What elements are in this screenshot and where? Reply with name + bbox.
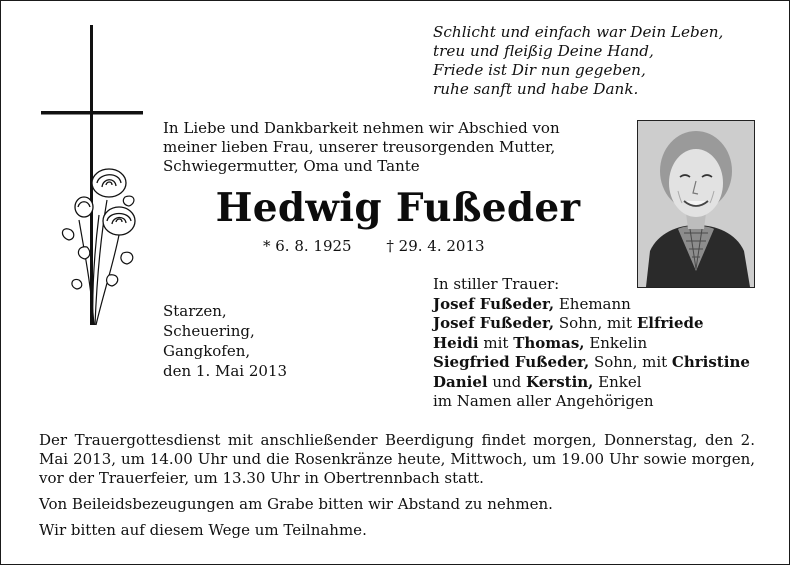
funeral-details <box>39 431 755 547</box>
cross-with-roses-icon <box>39 25 149 335</box>
poem-line: Schlicht und einfach war Dein Leben, <box>433 23 724 41</box>
participation-note: Wir bitten auf diesem Wege um Teilnahme. <box>39 521 367 539</box>
mourners-list <box>433 275 750 412</box>
place-line: Starzen, <box>163 302 227 320</box>
mourner-line <box>433 373 750 393</box>
condolence-note: Von Beileidsbezeugungen am Grabe bitten wir Abstand zu nehmen. <box>39 495 553 513</box>
mourner-name: Christine <box>671 353 750 371</box>
birth-date: * 6. 8. 1925 <box>263 237 352 255</box>
life-dates <box>263 237 485 255</box>
deceased-name: Hedwig Fußeder <box>215 185 581 231</box>
service-info: Der Trauergottesdienst mit anschließender Beerdigung findet morgen, Donnerstag, den 2. Mai 2013, um 14.00 Uhr und die Rosenkränze heute, Mittwoch, um 19.00 Uhr sowie morgen, vor der Trauerfeier, um 13.30 Uhr in Obertrennbach statt. <box>39 431 755 487</box>
mourner-name: Heidi <box>433 333 479 352</box>
death-date: † 29. 4. 2013 <box>386 237 485 255</box>
intro-line: In Liebe und Dankbarkeit nehmen wir Abschied von <box>163 119 560 137</box>
place-and-date <box>163 301 287 381</box>
mourner-relation: Enkelin <box>584 333 648 352</box>
mourner-relation: mit <box>478 333 514 352</box>
portrait-photo <box>637 120 755 288</box>
portrait-image <box>638 121 754 287</box>
mourner-relation: Sohn, mit <box>554 314 637 332</box>
mourner-name: Daniel <box>433 372 488 391</box>
mourner-name: Josef Fußeder, <box>433 314 555 332</box>
mourner-relation: Ehemann <box>554 294 631 313</box>
intro-line: Schwiegermutter, Oma und Tante <box>163 157 420 175</box>
poem-line: Friede ist Dir nun gegeben, <box>433 61 646 79</box>
mourner-name: Siegfried Fußeder, <box>433 353 590 371</box>
mourner-relation: Enkel <box>593 372 642 391</box>
intro-line: meiner lieben Frau, unserer treusorgenden Mutter, <box>163 138 556 156</box>
memorial-poem <box>433 23 723 99</box>
mourner-relation: und <box>487 372 527 391</box>
intro-text <box>163 119 623 176</box>
mourner-name: Elfriede <box>636 314 704 332</box>
mourner-name: Thomas, <box>513 333 585 352</box>
mourners-closing: im Namen aller Angehörigen <box>433 392 654 410</box>
place-line: Scheuering, <box>163 322 255 340</box>
mourner-name: Josef Fußeder, <box>433 294 555 313</box>
poem-line: treu und fleißig Deine Hand, <box>433 42 654 60</box>
poem-line: ruhe sanft und habe Dank. <box>433 80 639 98</box>
mourner-name: Kerstin, <box>526 372 594 391</box>
mourners-heading: In stiller Trauer: <box>433 275 560 293</box>
mourner-line <box>433 314 750 334</box>
mourner-line <box>433 295 750 315</box>
mourner-relation: Sohn, mit <box>589 353 672 371</box>
mourner-line <box>433 353 750 373</box>
mourner-line <box>433 334 750 354</box>
place-line: den 1. Mai 2013 <box>163 362 288 380</box>
place-line: Gangkofen, <box>163 342 251 360</box>
